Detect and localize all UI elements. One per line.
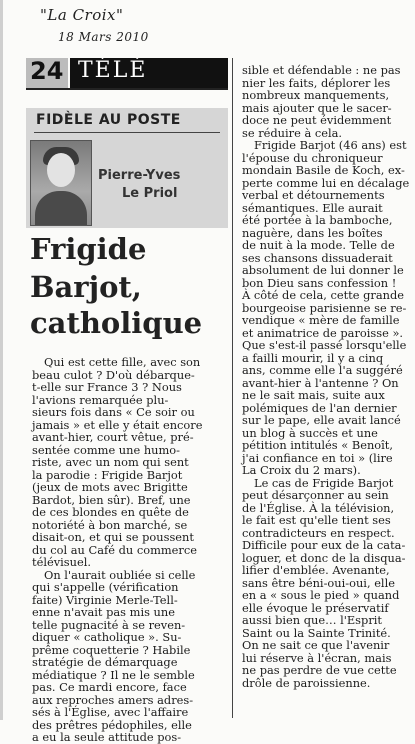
article-line: lui réserve à l'écran, mais (242, 650, 392, 665)
article-line: l'épouse du chroniqueur (242, 150, 383, 165)
article-line: le fait est qu'elle tient ses (242, 513, 391, 527)
article-line: ne le sait mais, suite aux (242, 388, 385, 402)
article-line: contradicteurs en respect. (242, 525, 395, 540)
article-line: bon Dieu sans confession ! (242, 275, 397, 290)
article-line: Frigide Barjot (46 ans) est (254, 138, 407, 152)
article-line: sible et défendable : ne pas (242, 63, 401, 77)
article-line: sur le pape, elle avait lancé (242, 413, 401, 427)
article-line: jamais » et elle y était encore (32, 417, 203, 432)
article-line: faite) Virginie Merle-Tell- (32, 592, 178, 607)
article-line: aux reproches amers adres- (32, 692, 194, 707)
article-line: Que s'est-il passé lorsqu'elle (242, 338, 407, 352)
article-line: été portée à la bamboche, (242, 213, 393, 227)
article-line: a failli mourir, il y a cinq (242, 350, 384, 365)
article-line: drôle de paroissienne. (242, 675, 371, 690)
article-line: pétition intitulés « Benoît, (242, 438, 393, 452)
article-line: riste, avec un nom qui sent (32, 455, 189, 469)
article-line: Qui est cette fille, avec son (44, 355, 201, 369)
page-number: 24 (30, 57, 64, 85)
rubric-rule (34, 132, 220, 133)
article-line: qui s'appelle (vérification (32, 580, 179, 594)
article-line: sés à l'Église, avec l'affaire (32, 705, 189, 719)
headline-line: Barjot, (30, 270, 142, 304)
article-line: j'ai confiance en toi » (lire (242, 450, 393, 465)
article-line: beau culot ? D'où débarque- (32, 367, 195, 382)
article-line: nombreux manquements, (242, 88, 390, 102)
handwritten-date: 18 Mars 2010 (58, 30, 149, 44)
article-line: disait-on, et qui se poussent (32, 530, 194, 544)
article-line: Bardot, bien sûr). Bref, une (32, 492, 191, 507)
article-line: ans, comme elle l'a suggéré (242, 363, 403, 377)
article-line: peut désarçonner au sein (242, 488, 389, 502)
article-line: elle évoque le préservatif (242, 600, 389, 615)
article-line: a eu la seule attitude pos- (32, 730, 182, 744)
article-line: Saint ou la Sainte Trinité. (242, 625, 391, 640)
article-line: aussi bien que… l'Esprit (242, 613, 382, 627)
article-line: avant-hier à l'antenne ? On (242, 375, 399, 390)
article-line: La Croix du 2 mars). (242, 463, 361, 477)
article-line: l'avions remarquée plu- (32, 392, 169, 407)
article-line: (jeux de mots avec Brigitte (32, 480, 188, 494)
article-line: telle pugnacité à se reven- (32, 617, 186, 632)
article-line: de ces blondes en quête de (32, 505, 189, 519)
article-line: diquer « catholique ». Su- (32, 630, 182, 644)
article-line: de nuit à la mode. Telle de (242, 238, 395, 252)
article-line: ses chansons dissuaderait (242, 250, 393, 265)
article-line: absolument de lui donner le (242, 263, 404, 277)
article-line: lifier d'emblée. Avenante, (242, 563, 390, 577)
article-line: verbal et détournements (242, 188, 385, 202)
article-line: du col au Café du commerce (32, 542, 197, 557)
article-line: sans être béni-oui-oui, elle (242, 575, 395, 590)
section-title: TÉLÉ (78, 58, 148, 83)
article-line: pas. Ce mardi encore, face (32, 680, 187, 694)
column-rubric: FIDÈLE AU POSTE (36, 112, 181, 128)
article-line: À côté de cela, cette grande (242, 288, 405, 302)
article-line: la parodie : Frigide Barjot (32, 467, 183, 482)
column-divider (232, 58, 233, 718)
headline-line: Frigide (30, 232, 147, 266)
article-line: des prêtres pédophiles, elle (32, 717, 192, 732)
scan-edge (0, 0, 3, 720)
article-line: prême coquetterie ? Habile (32, 642, 191, 657)
article-line: nier les faits, déplorer les (242, 75, 391, 90)
article-column-right (242, 64, 412, 689)
article-line: On l'aurait oubliée si celle (44, 567, 196, 582)
article-line: mondain Basile de Koch, ex- (242, 163, 405, 177)
article-line: et animatrice de paroisse ». (242, 325, 404, 340)
article-line: doce ne peut évidemment (242, 113, 392, 127)
article-line: sieurs fois dans « Ce soir ou (32, 405, 195, 419)
article-line: médiatique ? Il ne le semble (32, 667, 195, 682)
article-column-left (32, 356, 228, 744)
article-line: Difficile pour eux de la cata- (242, 538, 406, 552)
article-line: de l'Église. À la télévision, (242, 500, 395, 515)
article-line: enne n'avait pas mis une (32, 605, 175, 619)
author-last-name: Le Priol (122, 186, 178, 201)
article-line: télévisuel. (32, 555, 91, 569)
article-line: Le cas de Frigide Barjot (254, 475, 394, 490)
header-rule (26, 88, 228, 90)
author-first-name: Pierre-Yves (98, 168, 181, 183)
author-photo (30, 140, 92, 226)
article-line: naguère, dans les boîtes (242, 225, 383, 240)
article-line: vendique « mère de famille (242, 313, 400, 327)
article-line: perte comme lui en décalage (242, 175, 410, 190)
article-line: sémantiques. Elle aurait (242, 200, 383, 215)
article-line: ne pas perdre de vue cette (242, 663, 397, 677)
article-line: se réduire à cela. (242, 125, 343, 140)
article-line: bourgeoise parisienne se re- (242, 300, 407, 315)
article-line: loguer, et donc de la disqua- (242, 550, 406, 565)
article-line: un blog à succès et une (242, 425, 378, 440)
article-line: en a « sous le pied » quand (242, 588, 400, 602)
article-line: sentée comme une humo- (32, 442, 181, 457)
article-line: notoriété à bon marché, se (32, 517, 188, 532)
handwritten-publication: "La Croix" (40, 6, 124, 24)
headline-line: catholique (30, 306, 203, 340)
article-line: t-elle sur France 3 ? Nous (32, 380, 182, 394)
article-line: stratégie de démarquage (32, 655, 178, 669)
article-line: On ne sait ce que l'avenir (242, 638, 390, 652)
article-line: polémiques de l'an dernier (242, 400, 397, 415)
article-line: mais ajouter que le sacer- (242, 100, 392, 115)
article-line: avant-hier, court vêtue, pré- (32, 430, 194, 444)
